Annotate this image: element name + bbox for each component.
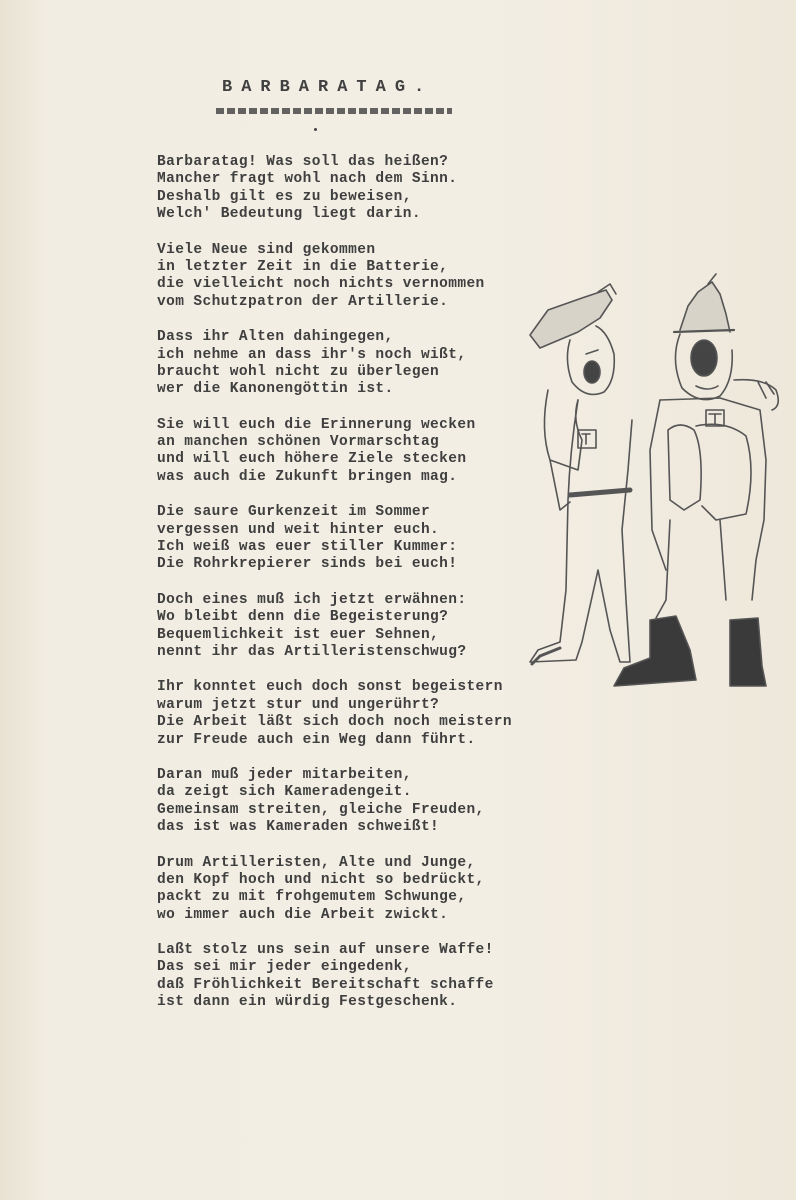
poem-line: das ist was Kameraden schweißt! <box>157 819 440 836</box>
poem-line: warum jetzt stur und ungerührt? <box>157 696 440 713</box>
poem-line: die vielleicht noch nichts vernommen <box>157 276 485 293</box>
poem-line: Drum Artilleristen, Alte und Junge, <box>157 854 476 871</box>
poem-line: Laßt stolz uns sein auf unsere Waffe! <box>157 942 494 959</box>
poem-line: den Kopf hoch und nicht so bedrückt, <box>157 871 485 888</box>
stanza <box>157 504 577 574</box>
poem-line: Deshalb gilt es zu beweisen, <box>157 188 412 205</box>
poem-line: Barbaratag! Was soll das heißen? <box>157 154 449 170</box>
poem-line: in letzter Zeit in die Batterie, <box>157 258 449 275</box>
poem-line: zur Freude auch ein Weg dann führt. <box>157 731 476 748</box>
poem-line: Wo bleibt denn die Begeisterung? <box>157 609 449 626</box>
poem-line: da zeigt sich Kameradengeit. <box>157 784 412 801</box>
poem-line: vergessen und weit hinter euch. <box>157 521 440 538</box>
poem-line: nennt ihr das Artilleristenschwug? <box>157 643 467 660</box>
stanza <box>157 942 577 1012</box>
poem-line: Die Rohrkrepierer sinds bei euch! <box>157 556 458 573</box>
poem-line: Ich weiß was euer stiller Kummer: <box>157 539 458 556</box>
poem-line: an manchen schönen Vormarschtag <box>157 434 440 451</box>
stanza <box>157 329 577 399</box>
poem-line: Die saure Gurkenzeit im Sommer <box>157 504 431 521</box>
poem-line: ich nehme an dass ihr's noch wißt, <box>157 346 467 363</box>
poem-line: Gemeinsam streiten, gleiche Freuden, <box>157 801 485 818</box>
ornament-dot <box>314 128 317 131</box>
poem-line: daß Fröhlichkeit Bereitschaft schaffe <box>157 976 494 993</box>
singing-soldiers-sketch <box>520 270 790 700</box>
poem-line: braucht wohl nicht zu überlegen <box>157 363 440 380</box>
poem-line: vom Schutzpatron der Artillerie. <box>157 293 449 310</box>
poem-body <box>157 154 577 1030</box>
poem-line: Sie will euch die Erinnerung wecken <box>157 416 476 433</box>
stanza <box>157 592 577 662</box>
poem-line: wer die Kanonengöttin ist. <box>157 381 394 398</box>
poem-line: Bequemlichkeit ist euer Sehnen, <box>157 626 440 643</box>
stanza <box>157 855 577 925</box>
poem-line: Doch eines muß ich jetzt erwähnen: <box>157 591 467 608</box>
poem-line: packt zu mit frohgemutem Schwunge, <box>157 889 467 906</box>
poem-line: Viele Neue sind gekommen <box>157 241 376 258</box>
poem-line: Mancher fragt wohl nach dem Sinn. <box>157 171 458 188</box>
poem-line: Dass ihr Alten dahingegen, <box>157 329 394 346</box>
poem-line: was auch die Zukunft bringen mag. <box>157 468 458 485</box>
stanza <box>157 679 577 749</box>
stanza <box>157 154 577 224</box>
stanza <box>157 767 577 837</box>
poem-line: Daran muß jeder mitarbeiten, <box>157 766 412 783</box>
stanza <box>157 417 577 487</box>
poem-line: Die Arbeit läßt sich doch noch meistern <box>157 714 512 731</box>
poem-line: wo immer auch die Arbeit zwickt. <box>157 906 449 923</box>
poem-line: ist dann ein würdig Festgeschenk. <box>157 994 458 1011</box>
poem-line: Das sei mir jeder eingedenk, <box>157 959 412 976</box>
poem-line: Ihr konntet euch doch sonst begeistern <box>157 679 503 696</box>
poem-line: Welch' Bedeutung liegt darin. <box>157 206 421 223</box>
title-underline <box>216 108 452 114</box>
stanza <box>157 242 577 312</box>
poem-line: und will euch höhere Ziele stecken <box>157 451 467 468</box>
poem-title: BARBARATAG. <box>222 78 434 97</box>
